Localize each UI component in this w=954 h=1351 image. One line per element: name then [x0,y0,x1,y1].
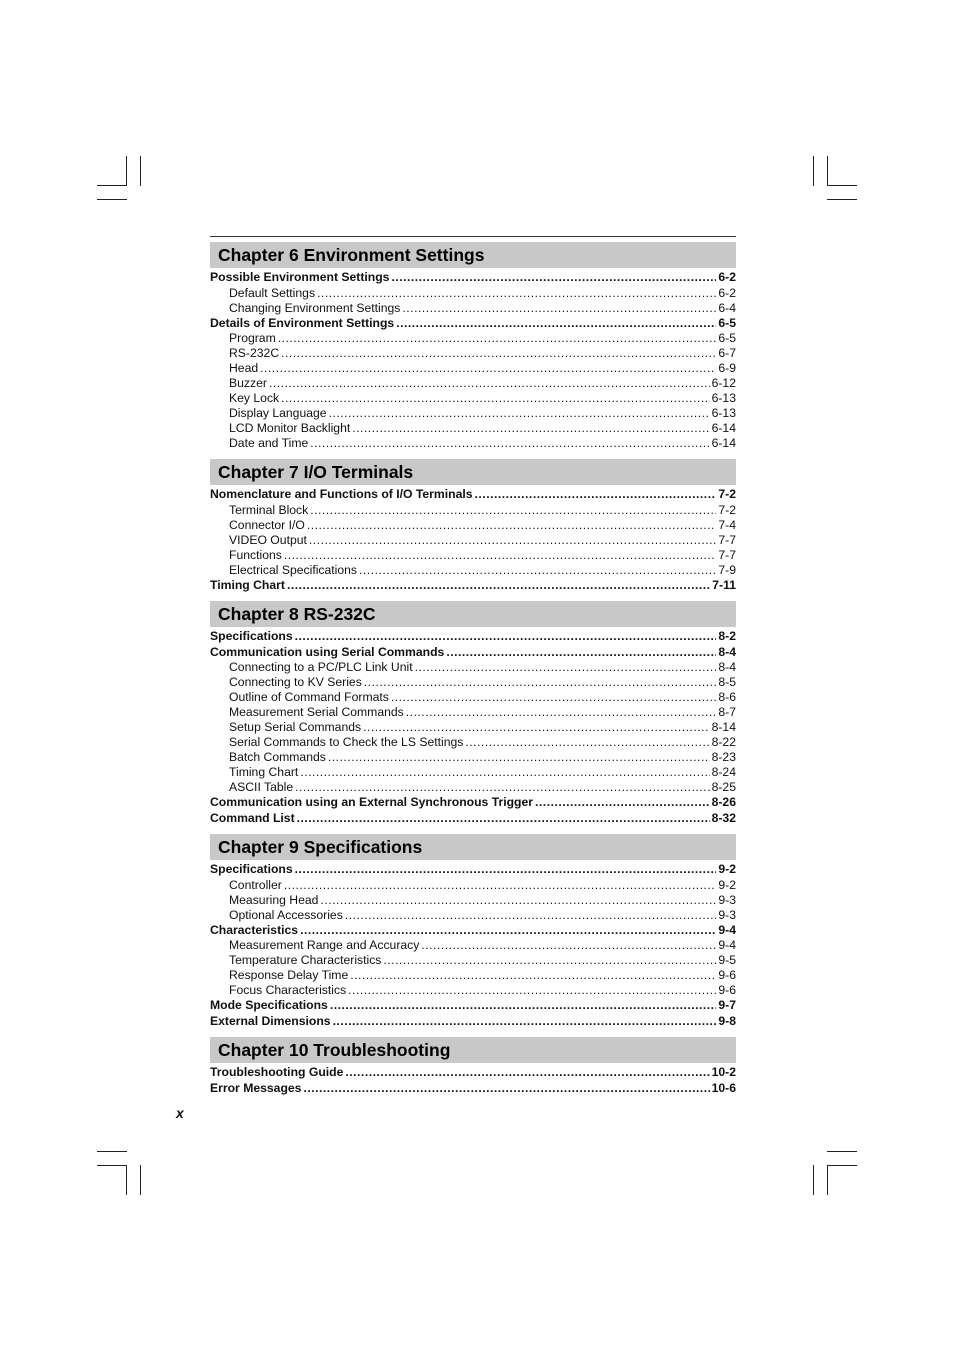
entry-title: Response Delay Time [229,968,349,982]
dot-leader [260,361,716,376]
chapter-heading: Chapter 6 Environment Settings [210,242,736,268]
chapter-heading: Chapter 10 Troubleshooting [210,1037,736,1063]
chapter-section [210,1037,736,1096]
entry-title: Command List [210,810,295,825]
toc-subsection-entry[interactable] [210,533,736,548]
top-rule [210,236,736,237]
toc-section-entry[interactable] [210,811,736,827]
toc-subsection-entry[interactable] [210,938,736,953]
entry-page-number: 8-4 [718,660,736,674]
toc-subsection-entry[interactable] [210,301,736,316]
entry-title: Nomenclature and Functions of I/O Terminals [210,487,473,501]
entry-page-number: 9-6 [718,983,736,997]
dot-leader [281,391,709,406]
entry-page-number: 9-6 [718,968,736,982]
entry-title: LCD Monitor Backlight [229,421,351,435]
dot-leader [391,690,717,705]
entry-page-number: 9-2 [718,862,736,876]
entry-page-number: 8-2 [718,629,736,643]
dot-leader [396,316,716,331]
crop-mark [827,1151,857,1152]
entry-page-number: 7-9 [718,562,736,577]
toc-subsection-entry[interactable] [210,878,736,893]
entry-page-number: 6-5 [718,331,736,345]
entry-page-number: 9-7 [718,998,736,1012]
entry-title: Batch Commands [229,750,326,764]
entry-page-number: 6-5 [718,315,736,330]
entry-title: RS-232C [229,346,280,360]
toc-subsection-entry[interactable] [210,376,736,391]
entry-title: Connecting to a PC/PLC Link Unit [229,660,413,674]
toc-section-entry[interactable] [210,923,736,939]
toc-section-entry[interactable] [210,487,736,503]
entry-title: Error Messages [210,1080,302,1095]
entry-page-number: 8-24 [711,765,736,779]
entry-page-number: 6-2 [718,270,736,284]
entry-title: ASCII Table [229,780,294,794]
dot-leader [287,578,710,593]
toc-subsection-entry[interactable] [210,675,736,690]
entry-page-number: 9-3 [718,892,736,907]
entry-page-number: 8-22 [711,735,736,749]
entry-page-number: 7-4 [718,517,736,532]
entry-title: Characteristics [210,922,299,937]
entry-page-number: 6-9 [718,361,736,375]
crop-mark [827,1165,828,1195]
entry-page-number: 9-8 [718,1013,736,1028]
toc-section-entry[interactable] [210,1014,736,1030]
toc-section-entry[interactable] [210,270,736,286]
entry-title: Serial Commands to Check the LS Settings [229,735,464,749]
toc-subsection-entry[interactable] [210,406,736,421]
dot-leader [352,421,709,436]
chapter-heading: Chapter 7 I/O Terminals [210,459,736,485]
crop-mark [97,185,127,186]
crop-mark [97,1165,127,1166]
toc-subsection-entry[interactable] [210,908,736,923]
dot-leader [300,923,716,938]
toc-section-entry[interactable] [210,1065,736,1081]
entry-page-number: 7-11 [712,577,736,592]
entry-page-number: 9-4 [718,938,736,952]
entry-title: Specifications [210,629,293,643]
dot-leader [330,998,717,1013]
toc-subsection-entry[interactable] [210,705,736,720]
toc-subsection-entry[interactable] [210,735,736,750]
entry-page-number: 7-7 [718,547,736,562]
crop-mark [827,1165,857,1166]
crop-mark [97,1151,127,1152]
entry-title: Communication using Serial Commands [210,644,445,659]
crop-mark [827,156,828,186]
entry-title: Program [229,331,276,345]
dot-leader [391,270,716,285]
toc-subsection-entry[interactable] [210,765,736,780]
entry-page-number: 8-4 [718,644,736,659]
entry-page-number: 8-5 [718,675,736,689]
dot-leader [307,518,717,533]
entry-title: Head [229,361,259,375]
toc-subsection-entry[interactable] [210,548,736,563]
entry-page-number: 6-4 [718,300,736,315]
entry-title: Setup Serial Commands [229,720,362,734]
entry-page-number: 10-2 [711,1065,736,1079]
entry-title: Specifications [210,862,293,876]
crop-mark [813,156,814,186]
entry-title: Details of Environment Settings [210,315,395,330]
entry-page-number: 6-13 [711,406,736,420]
toc-subsection-entry[interactable] [210,503,736,518]
toc-subsection-entry[interactable] [210,421,736,436]
entry-page-number: 7-7 [718,532,736,547]
page-number: x [176,1105,184,1121]
entry-title: Key Lock [229,391,280,405]
entry-page-number: 6-12 [711,376,736,390]
dot-leader [350,968,716,983]
toc-section-entry[interactable] [210,1081,736,1097]
toc-subsection-entry[interactable] [210,690,736,705]
dot-leader [300,765,709,780]
entry-page-number: 6-14 [711,436,736,450]
dot-leader [364,675,717,690]
entry-page-number: 9-3 [718,907,736,922]
dot-leader [303,1081,709,1096]
toc-subsection-entry[interactable] [210,893,736,908]
dot-leader [475,487,717,502]
entry-page-number: 8-25 [711,780,736,794]
dot-leader [281,346,716,361]
chapter-section [210,242,736,451]
dot-leader [310,436,709,451]
dot-leader [363,720,710,735]
entry-title: Connector I/O [229,517,305,532]
crop-mark [827,199,857,200]
entry-title: Controller [229,877,282,892]
entry-title: Measurement Range and Accuracy [229,938,420,952]
dot-leader [320,893,716,908]
chapter-section [210,834,736,1029]
dot-leader [269,376,710,391]
dot-leader [421,938,716,953]
entry-title: Timing Chart [210,577,285,592]
entry-page-number: 9-5 [718,953,736,967]
entry-title: Timing Chart [229,765,299,779]
dot-leader [317,286,716,301]
entry-title: Outline of Command Formats [229,690,389,704]
entry-title: Communication using an External Synchronous Trigger [210,795,534,809]
entry-title: Optional Accessories [229,907,343,922]
entry-page-number: 8-32 [711,810,736,825]
entry-title: Mode Specifications [210,998,328,1012]
toc-section-entry[interactable] [210,645,736,661]
toc-section-entry[interactable] [210,316,736,332]
dot-leader [295,780,709,795]
toc-subsection-entry[interactable] [210,518,736,533]
toc-section-entry[interactable] [210,862,736,878]
dot-leader [446,645,716,660]
crop-mark [126,1165,127,1195]
dot-leader [328,750,710,765]
dot-leader [284,548,717,563]
dot-leader [329,406,710,421]
entry-title: Troubleshooting Guide [210,1065,344,1079]
crop-mark [140,156,141,186]
entry-title: Changing Environment Settings [229,300,401,315]
chapter-list [210,242,736,1096]
chapter-section [210,601,736,826]
dot-leader [345,908,717,923]
entry-title: Measurement Serial Commands [229,705,404,719]
entry-page-number: 6-14 [711,421,736,435]
entry-page-number: 6-7 [718,346,736,360]
toc-subsection-entry[interactable] [210,660,736,675]
dot-leader [295,862,717,877]
entry-page-number: 10-6 [711,1080,736,1095]
dot-leader [333,1014,717,1029]
toc-subsection-entry[interactable] [210,968,736,983]
dot-leader [297,811,710,826]
entry-page-number: 7-2 [718,502,736,517]
toc-subsection-entry[interactable] [210,436,736,451]
crop-mark [813,1165,814,1195]
toc-subsection-entry[interactable] [210,720,736,735]
entry-title: Focus Characteristics [229,983,347,997]
entry-title: Functions [229,547,282,562]
toc-subsection-entry[interactable] [210,953,736,968]
toc-subsection-entry[interactable] [210,563,736,578]
toc-subsection-entry[interactable] [210,361,736,376]
chapter-heading: Chapter 8 RS-232C [210,601,736,627]
entry-page-number: 8-26 [711,795,736,809]
dot-leader [348,983,716,998]
entry-title: Terminal Block [229,502,309,517]
dot-leader [406,705,717,720]
entry-title: Date and Time [229,436,309,450]
crop-mark [97,199,127,200]
toc-subsection-entry[interactable] [210,983,736,998]
toc-section-entry[interactable] [210,998,736,1014]
entry-page-number: 9-2 [718,877,736,892]
entry-page-number: 7-2 [718,487,736,501]
entry-title: Temperature Characteristics [229,953,382,967]
entry-title: Connecting to KV Series [229,675,362,689]
toc-subsection-entry[interactable] [210,286,736,301]
entry-page-number: 9-4 [718,922,736,937]
crop-mark [140,1165,141,1195]
dot-leader [310,503,716,518]
dot-leader [402,301,716,316]
entry-title: Possible Environment Settings [210,270,390,284]
entry-title: External Dimensions [210,1013,331,1028]
chapter-section [210,459,736,593]
entry-title: Buzzer [229,376,267,390]
dot-leader [284,878,717,893]
entry-page-number: 8-14 [711,720,736,734]
toc-subsection-entry[interactable] [210,780,736,795]
toc-section-entry[interactable] [210,795,736,811]
entry-page-number: 8-6 [718,690,736,704]
dot-leader [278,331,717,346]
entry-title: Electrical Specifications [229,562,358,577]
entry-title: VIDEO Output [229,532,307,547]
toc-subsection-entry[interactable] [210,331,736,346]
entry-page-number: 6-13 [711,391,736,405]
entry-page-number: 8-7 [718,705,736,719]
table-of-contents [210,236,736,1104]
toc-section-entry[interactable] [210,629,736,645]
dot-leader [295,629,717,644]
toc-subsection-entry[interactable] [210,346,736,361]
toc-subsection-entry[interactable] [210,750,736,765]
dot-leader [309,533,716,548]
dot-leader [359,563,716,578]
dot-leader [345,1065,709,1080]
entry-title: Default Settings [229,285,316,300]
toc-subsection-entry[interactable] [210,391,736,406]
entry-page-number: 6-2 [718,285,736,300]
dot-leader [465,735,709,750]
chapter-heading: Chapter 9 Specifications [210,834,736,860]
crop-mark [126,156,127,186]
dot-leader [415,660,717,675]
entry-title: Measuring Head [229,892,319,907]
dot-leader [535,795,710,810]
crop-mark [827,185,857,186]
toc-section-entry[interactable] [210,578,736,594]
dot-leader [383,953,716,968]
entry-title: Display Language [229,406,327,420]
entry-page-number: 8-23 [711,750,736,764]
